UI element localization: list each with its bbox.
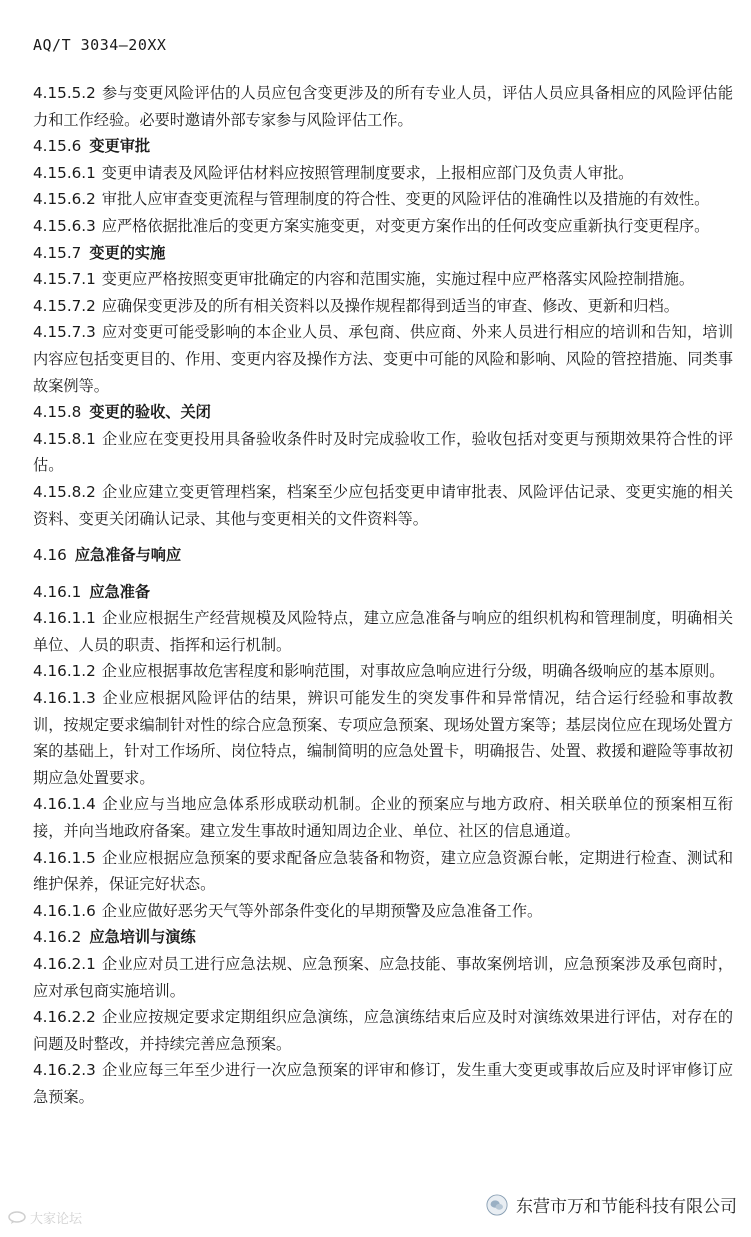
clause-number: 4.15.6.1 <box>33 163 96 182</box>
clause-text: 变更申请表及风险评估材料应按照管理制度要求，上报相应部门及负责人审批。 <box>101 163 634 182</box>
clause-paragraph <box>33 898 733 925</box>
clause-number: 4.15.7.3 <box>33 323 96 342</box>
clause-text: 参与变更风险评估的人员应包含变更涉及的所有专业人员，评估人员应具备相应的风险评估能力和工作经验。必要时邀请外部专家参与风险评估工作。 <box>33 84 733 129</box>
clause-text: 企业应在变更投用具备验收条件时及时完成验收工作，验收包括对变更与预期效果符合性的评估。 <box>33 429 733 475</box>
clause-number: 4.15.7 <box>33 243 82 262</box>
clause-text: 变更应严格按照变更审批确定的内容和范围实施，实施过程中应严格落实风险控制措施。 <box>101 270 695 289</box>
clause-number: 4.16.1.2 <box>33 662 96 681</box>
section-heading <box>33 240 733 267</box>
clause-text: 变更的实施 <box>89 243 166 262</box>
clause-text: 企业应与当地应急体系形成联动机制。企业的预案应与地方政府、相关联单位的预案相互衔接，并向当地政府备案。建立发生事故时通知周边企业、单位、社区的信息通道。 <box>33 795 733 841</box>
clause-number: 4.15.8.1 <box>33 429 96 448</box>
clause-text: 应对变更可能受影响的本企业人员、承包商、供应商、外来人员进行相应的培训和告知，培训内容应包括变更目的、作用、变更内容及操作方法、变更中可能的风险和影响、风险的管控措施、同类事故案例等。 <box>33 323 733 395</box>
footer-brand <box>486 1192 737 1217</box>
clause-text: 应急培训与演练 <box>89 928 196 947</box>
clause-paragraph <box>33 791 733 844</box>
clause-text: 企业应对员工进行应急法规、应急预案、应急技能、事故案例培训，应急预案涉及承包商时，应对承包商实施培训。 <box>33 955 733 1000</box>
clause-number: 4.16.1.1 <box>33 609 96 628</box>
clause-paragraph <box>33 186 733 213</box>
clause-text: 审批人应审查变更流程与管理制度的符合性、变更的风险评估的准确性以及措施的有效性。 <box>101 190 710 209</box>
clause-number: 4.16.1 <box>33 582 82 601</box>
clause-number: 4.15.6 <box>33 137 82 156</box>
clause-number: 4.15.6.2 <box>33 190 96 209</box>
clause-paragraph <box>33 685 733 791</box>
clause-paragraph <box>33 160 733 187</box>
clause-number: 4.15.7.2 <box>33 296 96 315</box>
clause-text: 变更审批 <box>89 137 151 156</box>
clause-number: 4.16.1.3 <box>33 689 96 708</box>
clause-text: 企业应按规定要求定期组织应急演练，应急演练结束后应及时对演练效果进行评估，对存在的问题及时整改，并持续完善应急预案。 <box>33 1008 733 1053</box>
clause-paragraph <box>33 605 733 658</box>
clause-number: 4.16 <box>33 546 67 565</box>
watermark-text: 大家论坛 <box>30 1212 83 1227</box>
clause-number: 4.16.1.4 <box>33 795 96 814</box>
chat-bubble-icon <box>8 1211 26 1225</box>
clause-paragraph <box>33 426 733 479</box>
company-name: 东营市万和节能科技有限公司 <box>516 1197 737 1217</box>
section-heading <box>33 133 733 160</box>
clause-text: 应急准备与响应 <box>74 546 182 565</box>
clause-number: 4.15.8.2 <box>33 482 96 501</box>
clause-text: 应严格依据批准后的变更方案实施变更，对变更方案作出的任何改变应重新执行变更程序。 <box>101 216 710 235</box>
section-heading <box>33 399 733 426</box>
clause-number: 4.15.8 <box>33 403 82 422</box>
chapter-heading <box>33 542 733 569</box>
clause-number: 4.15.7.1 <box>33 270 96 289</box>
clause-text: 企业应根据生产经营规模及风险特点，建立应急准备与响应的组织机构和管理制度，明确相关单位、人员的职责、指挥和运行机制。 <box>33 609 733 654</box>
section-heading <box>33 579 733 606</box>
clause-text: 应确保变更涉及的所有相关资料以及操作规程都得到适当的审查、修改、更新和归档。 <box>101 296 679 315</box>
clause-number: 4.16.2.3 <box>33 1061 96 1080</box>
clause-paragraph <box>33 1004 733 1057</box>
watermark <box>8 1208 82 1227</box>
clause-text: 变更的验收、关闭 <box>89 403 211 422</box>
clause-paragraph <box>33 319 733 399</box>
clause-number: 4.16.2.2 <box>33 1008 96 1027</box>
wechat-icon <box>486 1194 508 1216</box>
clause-text: 企业应根据应急预案的要求配备应急装备和物资，建立应急资源台帐，定期进行检查、测试和维护保养，保证完好状态。 <box>33 848 733 894</box>
clause-text: 企业应每三年至少进行一次应急预案的评审和修订，发生重大变更或事故后应及时评审修订应急预案。 <box>33 1061 733 1106</box>
clause-number: 4.16.1.5 <box>33 848 96 867</box>
clause-text: 应急准备 <box>89 582 151 601</box>
clause-number: 4.16.1.6 <box>33 901 96 920</box>
clause-number: 4.16.2.1 <box>33 955 96 973</box>
clause-number: 4.15.6.3 <box>33 216 96 235</box>
clause-text: 企业应根据风险评估的结果，辨识可能发生的突发事件和异常情况，结合运行经验和事故教训，按规定要求编制针对性的综合应急预案、专项应急预案、现场处置方案等；基层岗位应在现场处置方案的基础上，针对工作场所、岗位特点，编制简明的应急处置卡，明确报告、处置、救援和避险等事故初期应急处置要求。 <box>33 689 733 787</box>
clause-text: 企业应做好恶劣天气等外部条件变化的早期预警及应急准备工作。 <box>101 901 543 920</box>
clause-paragraph <box>33 479 733 532</box>
clause-number: 4.16.2 <box>33 928 82 947</box>
clause-text: 企业应根据事故危害程度和影响范围，对事故应急响应进行分级，明确各级响应的基本原则。 <box>101 662 725 681</box>
document-body <box>33 80 733 1111</box>
clause-paragraph <box>33 213 733 240</box>
clause-number: 4.15.5.2 <box>33 84 96 102</box>
clause-text: 企业应建立变更管理档案，档案至少应包括变更申请审批表、风险评估记录、变更实施的相关资料、变更关闭确认记录、其他与变更相关的文件资料等。 <box>33 482 733 528</box>
section-heading <box>33 924 733 951</box>
clause-paragraph <box>33 1057 733 1110</box>
clause-paragraph <box>33 80 733 133</box>
clause-paragraph <box>33 845 733 898</box>
clause-paragraph <box>33 293 733 320</box>
clause-paragraph <box>33 266 733 293</box>
document-code-header: AQ/T 3034—20XX <box>33 36 167 54</box>
clause-paragraph <box>33 951 733 1004</box>
clause-paragraph <box>33 658 733 685</box>
